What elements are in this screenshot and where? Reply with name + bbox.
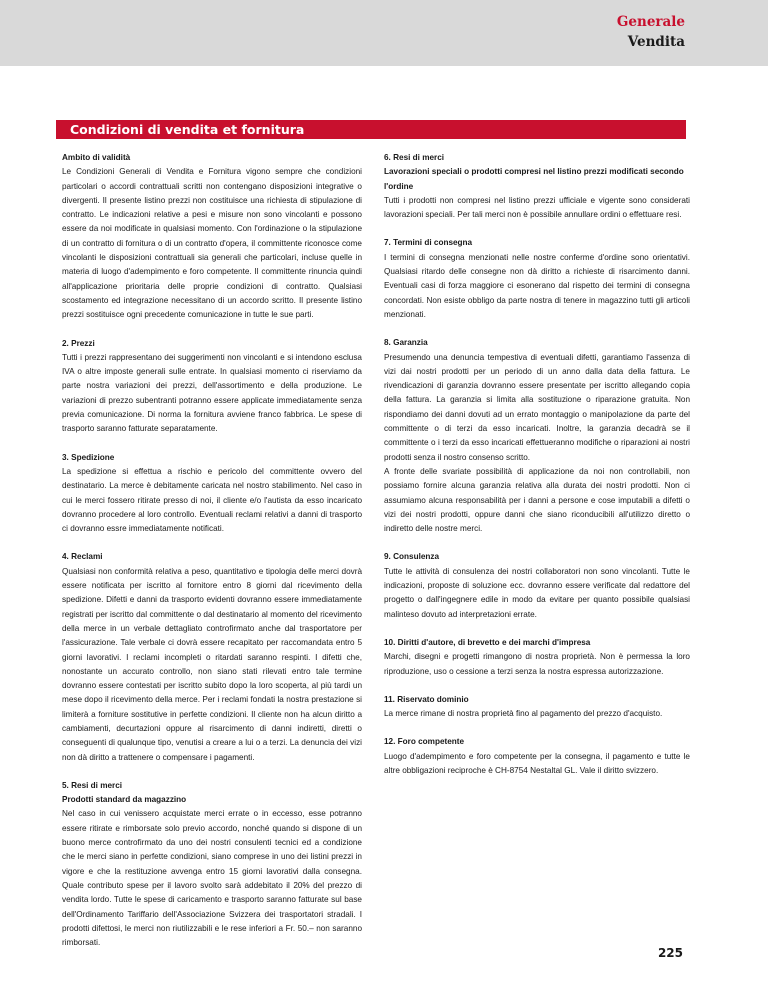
section-title: 9. Consulenza [384, 552, 440, 562]
section-body: La spedizione si effettua a rischio e pericolo del committente ovvero del destinatario. La merce è debitamente caricata nel nostro stabilimento. Nel caso in cui le merci fossero ritirate presso di noi, il cliente e/o l'autista da esso incaricato dovranno procedere al loro controllo. Eventuali reclami relativi a danni di trasporto ci dovranno essre immediatamente notificati. [62, 466, 362, 534]
section-banner [56, 120, 686, 139]
header-subcategory: Vendita [627, 34, 685, 50]
section-delivery-terms [384, 236, 690, 322]
header-category: Generale [616, 14, 685, 30]
section-body: Luogo d'adempimento e foro competente per la consegna, il pagamento e tutte le altre obbligazioni reciproche è CH-8754 Nestaltal GL. Vale il diritto svizzero. [384, 751, 690, 775]
page-number: 225 [657, 946, 683, 960]
section-retention-of-title [384, 693, 690, 722]
right-column [384, 151, 690, 792]
section-title: 5. Resi di merci [62, 780, 123, 790]
section-title: 11. Riservato dominio [384, 694, 469, 704]
section-subtitle: Prodotti standard da magazzino [62, 795, 187, 805]
section-validity [62, 151, 362, 323]
section-body: Tutti i prezzi rappresentano dei suggerimenti non vincolanti e si intendono esclusa IVA o altre imposte generali sulle entrate. In qualsiasi momento ci riserviamo da parte nostra variazioni dei prezzi, dell'assortimento e della produzione. Le variazioni di prezzo subentranti potranno essere applicate immediatamente senza previa comunicazione. Di norma la fornitura avviene franco fabbrica. Le spese di trasporto saranno fatturate separatamente. [62, 352, 362, 434]
section-title: 2. Prezzi [62, 338, 95, 348]
section-shipping [62, 451, 362, 537]
section-body: Marchi, disegni e progetti rimangono di nostra proprietà. Non è permessa la loro riproduzione, uso o cessione a terzi senza la nostra espressa autorizzazione. [384, 652, 690, 676]
section-body: La merce rimane di nostra proprietà fino al pagamento del prezzo d'acquisto. [384, 709, 663, 719]
section-returns-standard [62, 779, 362, 951]
banner-title: Condizioni di vendita et fornitura [70, 122, 305, 137]
section-returns-special [384, 151, 690, 222]
section-title: 4. Reclami [62, 552, 103, 562]
section-subtitle: Lavorazioni speciali o prodotti compresi nel listino prezzi modificati secondo l'ordine [384, 167, 684, 191]
section-paragraph: A fronte delle svariate possibilità di applicazione da noi non controllabili, non possiamo fornire alcuna garanzia relativa alla durata dei nostri prodotti. Non ci assumiamo alcuna responsabilità per i danni a persone e cose imputabili a difetti o vizi dei nostri prodotti, oppure danni che siano riconducibili all'utilizzo diretto o indiretto delle nostre merci. [384, 466, 690, 534]
section-title: Ambito di validità [62, 153, 131, 162]
section-body [384, 351, 690, 537]
section-body: I termini di consegna menzionati nelle nostre conferme d'ordine sono orientativi. Qualsiasi ritardo delle consegne non dà diritto a richieste di risarcimento danni. Eventuali casi di forza maggiore ci esonerano dal rispetto dei termini di consegna concordati. Non esiste obbligo da parte nostra di tenere in magazzino tutti gli articoli menzionati. [384, 252, 690, 319]
section-body: Qualsiasi non conformità relativa a peso, quantitativo e tipologia delle merci dovrà essere notificata per iscritto al fornitore entro 8 giorni dal ricevimento della spedizione. Difetti e danni da trasporto evidenti dovranno essere immediatamente registrati per iscritto dal committente o dal destinatario al momento del ricevimento della merce in un verbale dettagliato controfirmato anche dal trasportatore per l'assicurazione. Tale verbale ci dovrà essere recapitato per raccomandata entro 5 giorni lavorativi. I reclami incompleti o ritardati saranno respinti. I difetti che, nonostante un accurato controllo, non siano stati rilevati entro tale termine dovranno essere contestati per iscritto subito dopo la loro scoperta, al più tardi un mese dopo il ricevimento della merce. Per i reclami fondati la nostra prestazione si limiterà a forniture sostitutive in perfette condizioni. Il cliente non ha alcun diritto a cambiamenti, decurtazioni oppure al risarcimento di danni indiretti, diretti o conseguenti di qualunque tipo, venutisi a creare a lui o a terzi. La denuncia dei vizi non dà diritto a trattenere o compensare i pagamenti. [62, 566, 362, 762]
section-prices [62, 337, 362, 437]
section-paragraph: Presumendo una denuncia tempestiva di eventuali difetti, garantiamo l'assenza di vizi dai nostri prodotti per un periodo di un anno dalla data della fattura. Le rivendicazioni di garanzia dovranno essere presentate per iscritto allegando copia della fattura. La garanzia si limita alla sostituzione o riparazione gratuita. Non rispondiamo dei danni dovuti ad un errato montaggio o manipolazione da parte del committente o di terzi da esso incaricati. Inoltre, la garanzia decadrà se il committente o i terzi da esso incaricati effettueranno modifiche o riparazioni ai nostri prodotti senza il nostro consenso scritto. [384, 352, 690, 462]
page-header [0, 0, 768, 66]
section-title: 12. Foro competente [384, 737, 465, 747]
section-body: Tutte le attività di consulenza dei nostri collaboratori non sono vincolanti. Tutte le indicazioni, proposte di soluzione ecc. dovranno essere verificate dal redattore del progetto o dall'ingegnere edile in modo da evitare per quanto possibile qualsiasi malinteso dovuto ad interpretazioni errate. [384, 566, 690, 619]
section-body: Le Condizioni Generali di Vendita e Fornitura vigono sempre che condizioni particolari o accordi contrattuali scritti non contengano disposizioni integrative o divergenti. Il presente listino prezzi non costituisce una richiesta di stipulazione di contratto. Le indicazioni relative a pesi e misure non sono vincolanti e possono essere da noi modificate in qualsiasi momento. Con l'ordinazione o la stipulazione di un contratto di fornitura o di un contratto d'opera, il committente riconosce come vincolanti le disposizioni contrattuali sia generali che particolari, incluse quelle in materia di luogo d'adempimento e foro competente. Il committente rinuncia quindi all'applicazione prioritaria delle proprie condizioni di contratto. Qualsiasi scostamento ed integrazione necessitano di un accordo scritto. Il presente listino prezzi sostituisce ogni precedente comunicazione in tutte le sue parti. [62, 167, 362, 320]
left-column [62, 151, 362, 964]
section-title: 6. Resi di merci [384, 153, 445, 162]
section-body: Nel caso in cui venissero acquistate merci errate o in eccesso, esse potranno essere ritirate e rimborsate solo previo accordo, nonché quando si dispone di un buono merce controfirmato da uno dei nostri consulenti tecnici ed a condizione che le merci siano in perfette condizioni, siano comprese in uno dei listini prezzi in vigore e che la restituzione avvenga entro 15 giorni lavorativi dalla consegna. Quale contributo spese per il lavoro svolto sarà addebitato il 20% del prezzo di vendita lordo. Tutte le spese di caricamento e trasporto saranno fatturate sul base dell'Ordinamento Tariffario dell'Associazione Svizzera dei trasportatori stradali. I prodotti difettosi, le merci non riutilizzabili e le rese inferiori a Fr. 50.– non saranno rimborsati. [62, 809, 362, 948]
section-title: 8. Garanzia [384, 338, 428, 348]
section-title: 7. Termini di consegna [384, 238, 473, 248]
section-title: 3. Spedizione [62, 452, 115, 462]
section-jurisdiction [384, 735, 690, 778]
section-copyright [384, 636, 690, 679]
section-consulting [384, 550, 690, 621]
section-complaints [62, 550, 362, 764]
section-title: 10. Diritti d'autore, di brevetto e dei marchi d'impresa [384, 637, 591, 647]
section-body: Tutti i prodotti non compresi nel listino prezzi ufficiale e vigente sono considerati lavorazioni speciali. Per tali merci non è possibile annullare ordini o effettuare resi. [384, 195, 690, 220]
section-warranty [384, 336, 690, 536]
